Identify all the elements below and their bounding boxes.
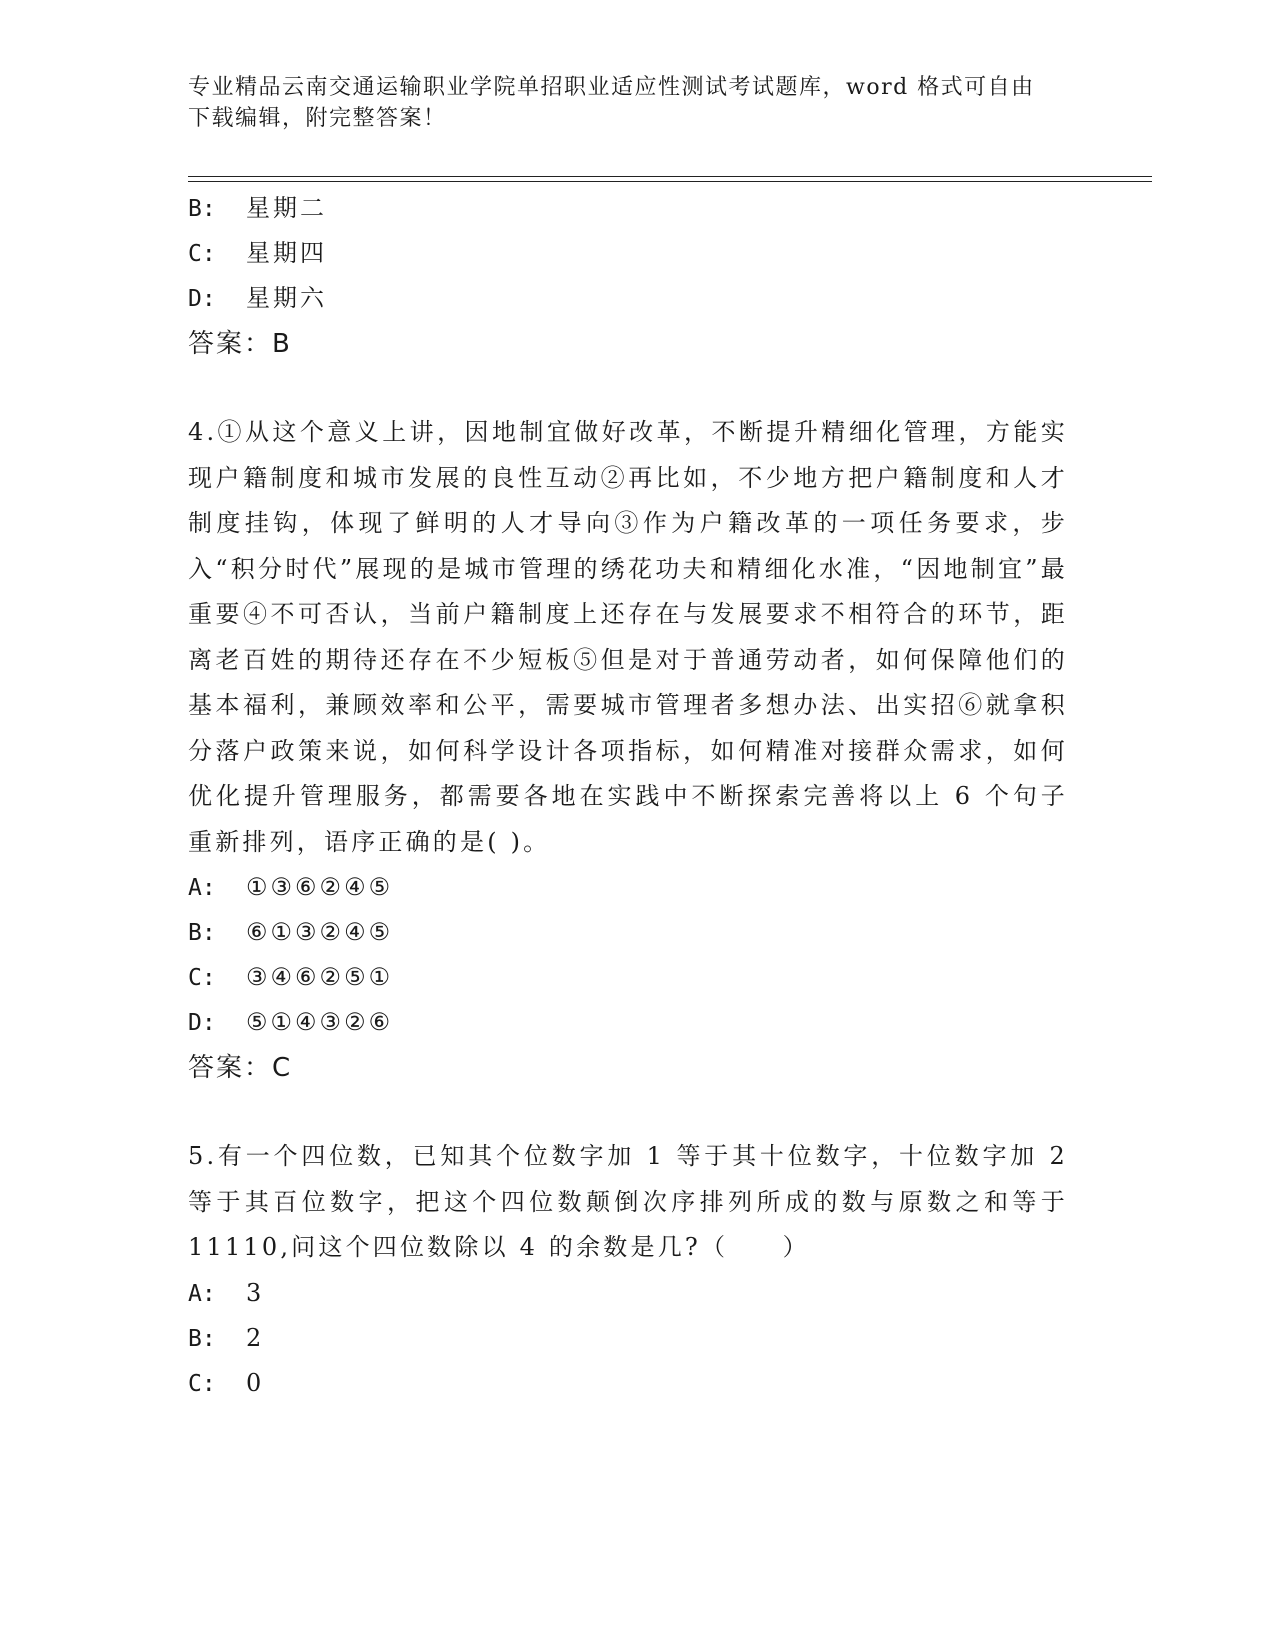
option-letter: D:	[188, 1010, 216, 1036]
option-item	[188, 1316, 1088, 1361]
spacer	[188, 1091, 1088, 1134]
option-text: ①③⑥②④⑤	[246, 873, 394, 901]
option-item	[188, 231, 1088, 276]
option-letter: A:	[188, 1280, 216, 1307]
option-letter: C:	[188, 241, 216, 267]
option-letter: A:	[188, 875, 216, 901]
option-item	[188, 1000, 1088, 1045]
header-divider-bottom	[188, 181, 1152, 182]
option-item	[188, 276, 1088, 321]
header-divider-top	[188, 176, 1152, 177]
option-text: ⑥①③②④⑤	[246, 918, 394, 946]
option-letter: B:	[188, 1325, 216, 1352]
option-letter: C:	[188, 965, 216, 991]
option-text: 星期四	[246, 239, 327, 267]
question-3-answer: 答案：B	[188, 329, 292, 359]
option-letter: B:	[188, 920, 216, 946]
option-text: 0	[246, 1368, 265, 1397]
option-letter: C:	[188, 1370, 216, 1397]
option-item	[188, 1271, 1088, 1316]
option-item	[188, 186, 1088, 231]
option-text: ③④⑥②⑤①	[246, 963, 394, 991]
question-5-stem: 5.有一个四位数，已知其个位数字加 1 等于其十位数字，十位数字加 2 等于其百位数字，把这个四位数颠倒次序排列所成的数与原数之和等于 11110,问这个四位数除以 4 的余数是几?（ ）	[188, 1142, 1068, 1261]
option-text: 星期二	[246, 194, 327, 222]
page-header	[188, 72, 1068, 134]
option-item	[188, 910, 1088, 955]
spacer	[188, 367, 1088, 410]
header-line-1: 专业精品云南交通运输职业学院单招职业适应性测试考试题库，word 格式可自由	[188, 75, 1035, 100]
option-item	[188, 1361, 1088, 1406]
option-text: ⑤①④③②⑥	[246, 1008, 394, 1036]
document-body	[188, 186, 1088, 1406]
option-item	[188, 955, 1088, 1000]
header-line-2: 下载编辑，附完整答案！	[188, 106, 447, 131]
option-letter: D:	[188, 286, 216, 312]
question-4-options	[188, 865, 1088, 1045]
question-4-stem: 4.①从这个意义上讲，因地制宜做好改革，不断提升精细化管理，方能实现户籍制度和城市发展的良性互动②再比如，不少地方把户籍制度和人才制度挂钩，体现了鲜明的人才导向③作为户籍改革的一项任务要求，步入“积分时代”展现的是城市管理的绣花功夫和精细化水准，“因地制宜”最重要④不可否认，当前户籍制度上还存在与发展要求不相符合的环节，距离老百姓的期待还存在不少短板⑤但是对于普通劳动者，如何保障他们的基本福利，兼顾效率和公平，需要城市管理者多想办法、出实招⑥就拿积分落户政策来说，如何科学设计各项指标，如何精准对接群众需求，如何优化提升管理服务，都需要各地在实践中不断探索完善将以上 6 个句子重新排列，语序正确的是( )。	[188, 418, 1068, 856]
option-text: 星期六	[246, 284, 327, 312]
option-letter: B:	[188, 196, 216, 222]
question-3-options	[188, 186, 1088, 321]
question-5-options	[188, 1271, 1088, 1406]
option-text: 2	[246, 1323, 265, 1352]
option-text: 3	[246, 1278, 265, 1307]
question-4-answer: 答案：C	[188, 1053, 293, 1083]
option-item	[188, 865, 1088, 910]
